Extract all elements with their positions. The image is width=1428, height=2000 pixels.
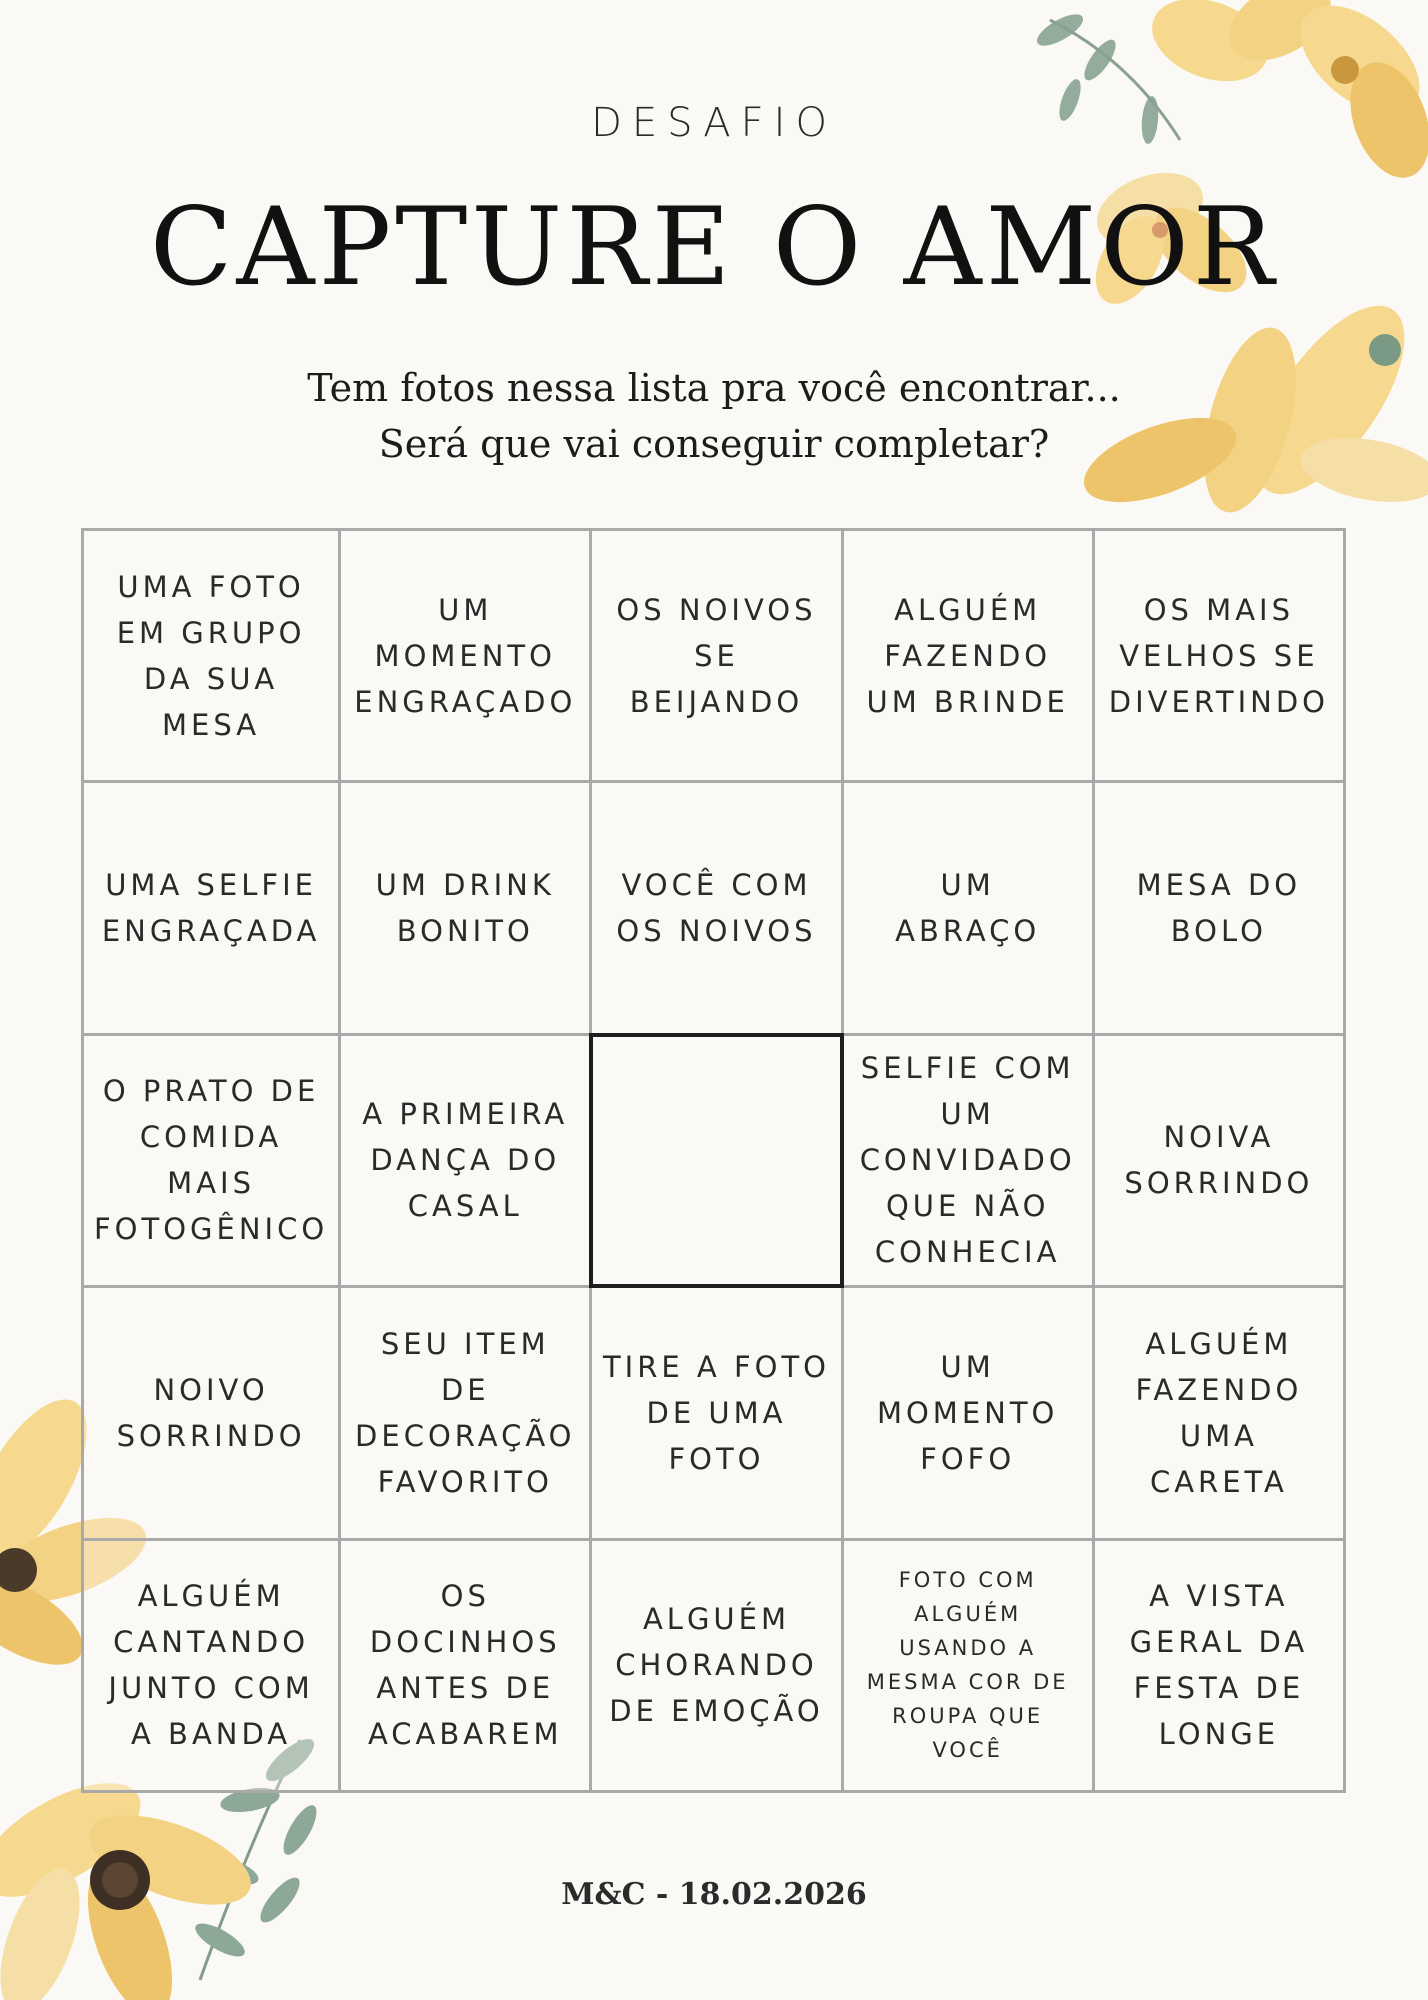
subtitle-line: Tem fotos nessa lista pra você encontrar... (307, 366, 1121, 410)
bingo-cell[interactable]: OS MAIS VELHOS SE DIVERTINDO (1095, 531, 1346, 783)
bingo-cell[interactable]: UMA FOTO EM GRUPO DA SUA MESA (84, 531, 341, 783)
bingo-cell[interactable]: UM ABRAÇO (844, 783, 1095, 1035)
bingo-cell[interactable]: O PRATO DE COMIDA MAIS FOTOGÊNICO (84, 1036, 341, 1288)
bingo-cell[interactable]: FOTO COM ALGUÉM USANDO A MESMA COR DE ROUPA QUE VOCÊ (844, 1541, 1095, 1793)
bingo-cell[interactable]: UM DRINK BONITO (341, 783, 592, 1035)
bingo-cell[interactable]: UM MOMENTO ENGRAÇADO (341, 531, 592, 783)
flower-icon (1141, 0, 1428, 189)
bingo-cell[interactable]: NOIVO SORRINDO (84, 1288, 341, 1540)
eyebrow-heading: DESAFIO (591, 100, 837, 146)
bingo-grid (81, 528, 1346, 1793)
bingo-cell[interactable]: A PRIMEIRA DANÇA DO CASAL (341, 1036, 592, 1288)
page-title: CAPTURE O AMOR (149, 185, 1279, 310)
bingo-free-cell[interactable] (589, 1033, 843, 1288)
subtitle (0, 360, 1428, 472)
bingo-cell[interactable]: SEU ITEM DE DECORAÇÃO FAVORITO (341, 1288, 592, 1540)
bingo-cell[interactable]: OS DOCINHOS ANTES DE ACABAREM (341, 1541, 592, 1793)
bingo-cell[interactable]: A VISTA GERAL DA FESTA DE LONGE (1095, 1541, 1346, 1793)
bingo-cell[interactable]: SELFIE COM UM CONVIDADO QUE NÃO CONHECIA (844, 1036, 1095, 1288)
bingo-cell[interactable]: NOIVA SORRINDO (1095, 1036, 1346, 1288)
bingo-cell[interactable]: OS NOIVOS SE BEIJANDO (592, 531, 843, 783)
bingo-cell[interactable]: ALGUÉM FAZENDO UM BRINDE (844, 531, 1095, 783)
bingo-cell[interactable]: UMA SELFIE ENGRAÇADA (84, 783, 341, 1035)
footer-signature: M&C - 18.02.2026 (561, 1877, 867, 1912)
bingo-cell[interactable]: ALGUÉM CANTANDO JUNTO COM A BANDA (84, 1541, 341, 1793)
bingo-cell[interactable]: UM MOMENTO FOFO (844, 1288, 1095, 1540)
subtitle-line: Será que vai conseguir completar? (378, 422, 1050, 466)
bingo-cell[interactable]: VOCÊ COM OS NOIVOS (592, 783, 843, 1035)
bingo-cell[interactable]: ALGUÉM FAZENDO UMA CARETA (1095, 1288, 1346, 1540)
bingo-cell[interactable]: ALGUÉM CHORANDO DE EMOÇÃO (592, 1541, 843, 1793)
bingo-cell[interactable]: TIRE A FOTO DE UMA FOTO (592, 1288, 843, 1540)
bingo-cell[interactable]: MESA DO BOLO (1095, 783, 1346, 1035)
